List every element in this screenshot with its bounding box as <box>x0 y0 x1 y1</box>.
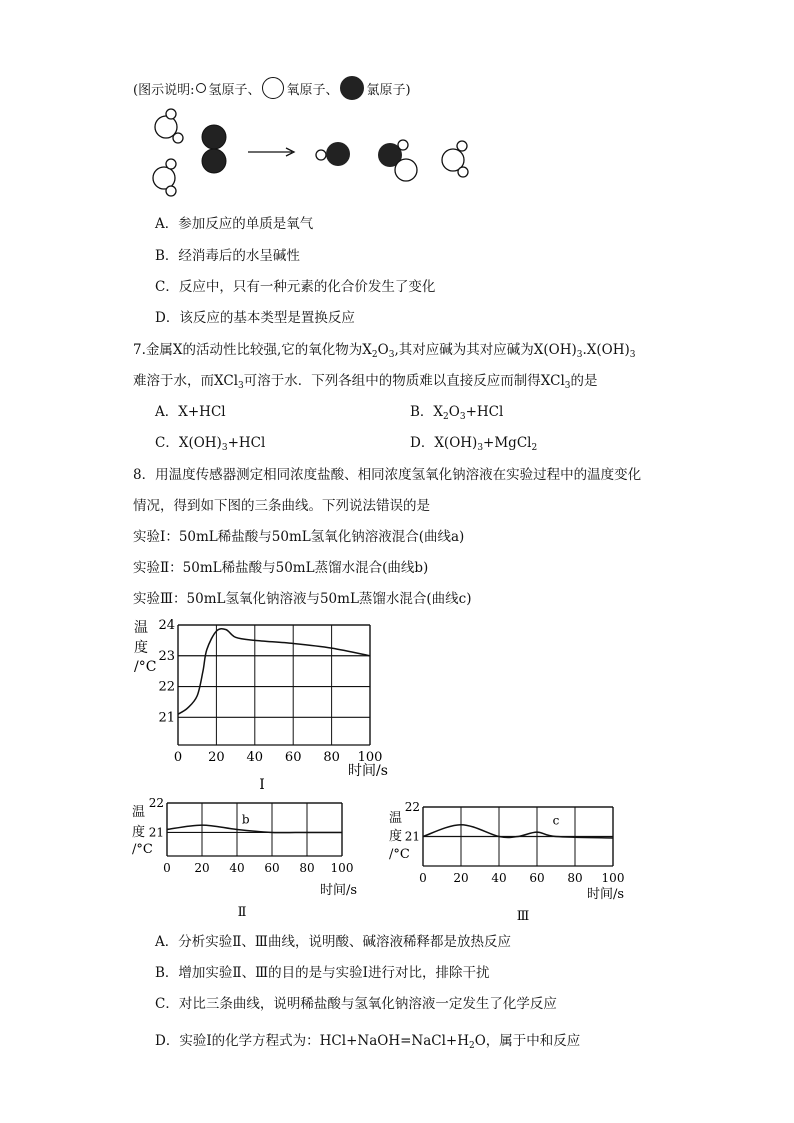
y-axis-label: 温 <box>132 805 146 820</box>
series-line-a <box>178 629 370 714</box>
y-axis-label: 温 <box>134 620 148 636</box>
y-axis-label: /°C <box>134 659 157 675</box>
y-axis-label: 度 <box>132 825 146 840</box>
q7-stem-line2: 难溶于水，而XCl$_3$可溶于水．下列各组中的物质难以直接反应而制得XCl$_3$的是 <box>133 373 598 391</box>
hydrogen-atom-icon <box>196 83 206 93</box>
x-tick-label: 60 <box>284 750 302 765</box>
y-tick-label: 22 <box>148 798 164 810</box>
q6-option-a[interactable]: A．参加反应的单质是氧气 <box>155 216 314 232</box>
x-tick-label: 60 <box>264 861 280 875</box>
x-tick-label: 20 <box>194 861 210 875</box>
chart-title: Ⅱ <box>237 905 247 920</box>
legend-oxygen: 氧原子、 <box>286 82 339 98</box>
legend-chlorine: 氯原子) <box>366 82 411 98</box>
series-label: c <box>552 813 560 828</box>
water-molecule-1 <box>155 109 183 143</box>
chart-experiment-3 <box>385 798 635 923</box>
x-tick-label: 0 <box>419 871 427 885</box>
x-tick-label: 20 <box>208 750 225 765</box>
q8-option-c[interactable]: C．对比三条曲线，说明稀盐酸与氢氧化钠溶液一定发生了化学反应 <box>155 996 557 1012</box>
series-label: b <box>241 812 250 827</box>
y-tick-label: 21 <box>148 825 164 840</box>
q8-option-a[interactable]: A．分析实验Ⅱ、Ⅲ曲线，说明酸、碱溶液稀释都是放热反应 <box>155 934 511 950</box>
x-tick-label: 20 <box>453 871 469 885</box>
legend-open: (图示说明: <box>133 82 195 98</box>
y-axis-label: /°C <box>132 842 153 857</box>
x-tick-label: 40 <box>229 861 245 875</box>
x-axis-label: 时间/s <box>348 763 388 779</box>
water-molecule-2 <box>153 159 176 196</box>
q8-experiment-1: 实验Ⅰ：50mL稀盐酸与50mL氢氧化钠溶液混合(曲线a) <box>133 529 465 545</box>
x-tick-label: 0 <box>163 861 171 875</box>
x-tick-label: 80 <box>567 871 583 885</box>
series-line-b <box>167 825 342 833</box>
hcl-molecule <box>316 142 350 166</box>
x-tick-label: 100 <box>330 861 354 875</box>
reaction-arrow <box>248 148 294 156</box>
x-tick-label: 0 <box>173 750 183 765</box>
y-tick-label: 22 <box>158 679 175 695</box>
q8-experiment-3: 实验Ⅲ：50mL氢氧化钠溶液与50mL蒸馏水混合(曲线c) <box>133 591 472 607</box>
q8-option-b[interactable]: B．增加实验Ⅱ、Ⅲ的目的是与实验Ⅰ进行对比，排除干扰 <box>155 965 490 981</box>
x-tick-label: 100 <box>357 750 383 765</box>
y-tick-label: 21 <box>158 710 175 726</box>
chart-experiment-2 <box>130 798 360 920</box>
x-tick-label: 80 <box>299 861 315 875</box>
y-tick-label: 23 <box>158 648 175 664</box>
x-axis-label: 时间/s <box>320 883 358 898</box>
legend <box>133 76 411 100</box>
reaction-diagram <box>140 108 480 198</box>
q7-stem-line1: 7.金属X的活动性比较强,它的氧化物为$X_2O_3$,其对应碱为其对应碱为$X(OH)_3.X(OH)_3$ <box>133 342 636 360</box>
y-tick-label: 21 <box>404 829 420 844</box>
chart-title: Ⅲ <box>516 909 530 923</box>
y-tick-label: 24 <box>158 618 175 633</box>
y-axis-label: /°C <box>389 847 410 862</box>
legend-hydrogen: 氢原子、 <box>208 82 261 98</box>
chlorine-molecule <box>202 125 226 173</box>
q7-option-c[interactable]: C．$X(OH)_3+HCl$ <box>155 435 266 453</box>
y-axis-label: 度 <box>134 640 148 656</box>
q6-option-d[interactable]: D．该反应的基本类型是置换反应 <box>155 310 355 326</box>
q6-option-b[interactable]: B．经消毒后的水呈碱性 <box>155 248 300 264</box>
water-molecule-3 <box>442 141 468 177</box>
y-axis-label: 度 <box>389 829 403 844</box>
x-axis-label: 时间/s <box>587 887 625 902</box>
q7-option-a[interactable]: A．X+HCl <box>155 404 226 420</box>
hclo-molecule <box>378 140 417 181</box>
y-axis-label: 温 <box>389 811 403 826</box>
x-tick-label: 80 <box>323 750 340 765</box>
q7-option-b[interactable]: B．$X_2O_3+HCl$ <box>410 404 504 422</box>
oxygen-atom-icon <box>262 77 284 99</box>
chlorine-atom-icon <box>340 76 364 100</box>
q8-stem-line1: 8．用温度传感器测定相同浓度盐酸、相同浓度氢氧化钠溶液在实验过程中的温度变化 <box>133 467 642 483</box>
x-tick-label: 60 <box>529 871 545 885</box>
q7-option-d[interactable]: D．$X(OH)_3+MgCl_2$ <box>410 435 538 453</box>
q8-stem-line2: 情况，得到如下图的三条曲线。下列说法错误的是 <box>133 498 430 514</box>
y-tick-label: 22 <box>404 800 420 814</box>
x-tick-label: 100 <box>601 871 625 885</box>
q8-experiment-2: 实验Ⅱ：50mL稀盐酸与50mL蒸馏水混合(曲线b) <box>133 560 429 576</box>
chart-experiment-1 <box>130 615 390 795</box>
x-tick-label: 40 <box>491 871 507 885</box>
x-tick-label: 40 <box>246 750 264 765</box>
q8-option-d[interactable]: D．实验Ⅰ的化学方程式为：$HCl+NaOH=NaCl+H_2O$，属于中和反应 <box>155 1033 581 1051</box>
q6-option-c[interactable]: C．反应中，只有一种元素的化合价发生了变化 <box>155 279 436 295</box>
chart-title: Ⅰ <box>259 777 265 793</box>
